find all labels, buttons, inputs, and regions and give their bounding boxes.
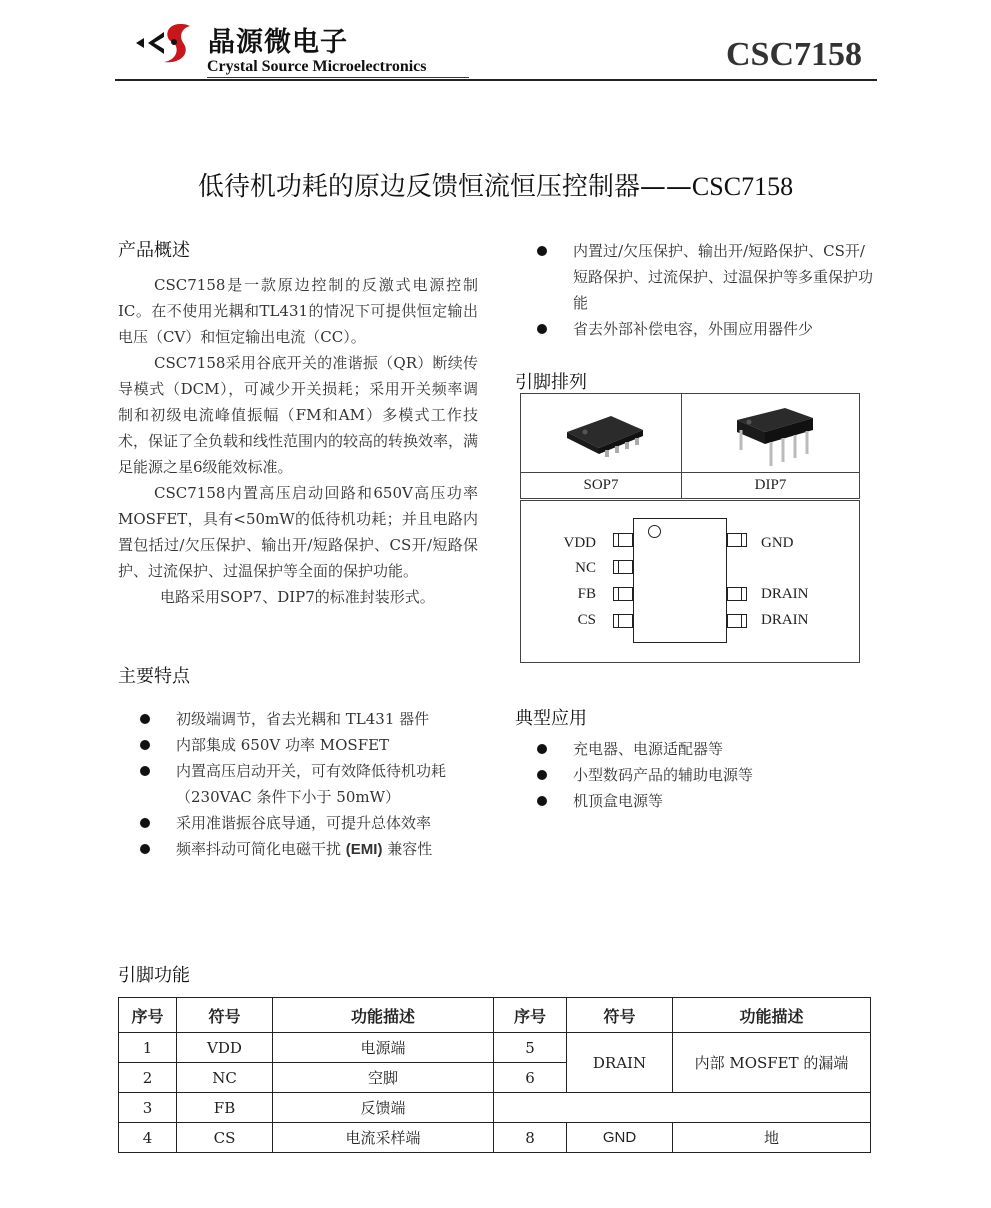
list-item: 内置高压启动开关，可有效降低待机功耗（230VAC 条件下小于 50mW）	[118, 758, 478, 810]
bullet-icon	[537, 796, 547, 806]
package-label-dip7: DIP7	[754, 477, 787, 493]
features-section	[118, 662, 478, 863]
bullet-icon	[537, 744, 547, 754]
list-item: 频率抖动可简化电磁干扰 (EMI) 兼容性	[118, 836, 478, 863]
bullet-icon	[537, 246, 547, 256]
bullet-icon	[140, 740, 150, 750]
pin-function-heading: 引脚功能	[118, 965, 190, 986]
table-cell: 反馈端	[273, 1093, 494, 1123]
table-cell: 5	[494, 1033, 567, 1063]
pin-label-fb: FB	[577, 586, 596, 602]
features-list	[118, 706, 478, 863]
pin-label-drain: DRAIN	[761, 612, 809, 628]
table-cell-empty	[494, 1093, 871, 1123]
document-title	[0, 166, 991, 203]
table-cell: 电流采样端	[273, 1123, 494, 1153]
table-cell: 电源端	[273, 1033, 494, 1063]
pin-fb	[613, 587, 633, 601]
table-row	[119, 1033, 871, 1063]
company-name-en: Crystal Source Microelectronics	[207, 58, 427, 75]
overview-section	[118, 236, 478, 610]
company-name-cn: 晶源微电子	[208, 27, 348, 58]
list-item: 充电器、电源适配器等	[515, 736, 877, 762]
col-header: 符号	[567, 998, 673, 1033]
package-images	[520, 393, 860, 499]
package-label-sop7: SOP7	[583, 477, 619, 493]
pin-label-cs: CS	[577, 612, 596, 628]
applications-section	[515, 704, 877, 814]
pin1-marker-icon	[648, 525, 661, 538]
table-cell: FB	[177, 1093, 273, 1123]
list-item: 小型数码产品的辅助电源等	[515, 762, 877, 788]
table-cell: 空脚	[273, 1063, 494, 1093]
col-header: 序号	[494, 998, 567, 1033]
table-cell: DRAIN	[567, 1033, 673, 1093]
features-heading: 主要特点	[118, 666, 190, 687]
list-item: 采用准谐振谷底导通，可提升总体效率	[118, 810, 478, 836]
bullet-icon	[140, 766, 150, 776]
overview-heading: 产品概述	[118, 240, 190, 261]
table-cell: 地	[673, 1123, 871, 1153]
table-cell: 8	[494, 1123, 567, 1153]
bullet-icon	[140, 818, 150, 828]
overview-paragraph: CSC7158采用谷底开关的准谐振（QR）断续传导模式（DCM），可减少开关损耗；采用开关频率调制和初级电流峰值振幅（FM和AM）多模式工作技术，保证了全负载和线性范围内的较高的转换效率，满足能源之星6级能效标准。	[118, 354, 479, 476]
table-header-row	[119, 998, 871, 1033]
table-row	[119, 1123, 871, 1153]
list-item: 省去外部补偿电容，外围应用器件少	[515, 316, 877, 342]
table-cell: 3	[119, 1093, 177, 1123]
header-rule	[115, 79, 877, 81]
table-cell: NC	[177, 1063, 273, 1093]
overview-paragraph: 电路采用SOP7、DIP7的标准封装形式。	[160, 588, 435, 606]
bullet-icon	[537, 770, 547, 780]
applications-list	[515, 736, 877, 814]
table-cell: 内部 MOSFET 的漏端	[673, 1033, 871, 1093]
overview-paragraph: CSC7158内置高压启动回路和650V高压功率MOSFET，具有<50mW的低待机功耗；并且电路内置包括过/欠压保护、输出开/短路保护、CS开/短路保护、过流保护、过温保护等全面的保护功能。	[118, 484, 478, 580]
company-logo-icon	[130, 20, 202, 66]
list-item: 内置过/欠压保护、输出开/短路保护、CS开/短路保护、过流保护、过温保护等多重保护功能	[515, 238, 877, 316]
col-header: 符号	[177, 998, 273, 1033]
pin-diagram	[520, 500, 860, 663]
ic-body	[633, 518, 727, 643]
sop7-chip-icon	[561, 404, 651, 462]
pin-label-vdd: VDD	[563, 535, 596, 551]
table-cell: 4	[119, 1123, 177, 1153]
title-cn: 低待机功耗的原边反馈恒流恒压控制器——	[197, 172, 692, 202]
bullet-icon	[140, 714, 150, 724]
col-header: 功能描述	[673, 998, 871, 1033]
bullet-icon	[537, 324, 547, 334]
table-cell: GND	[567, 1123, 673, 1153]
table-cell: 2	[119, 1063, 177, 1093]
pin-gnd	[727, 533, 747, 547]
col-header: 序号	[119, 998, 177, 1033]
list-item: 机顶盒电源等	[515, 788, 877, 814]
bullet-icon	[140, 844, 150, 854]
pin-label-gnd: GND	[761, 535, 794, 551]
pinout-heading: 引脚排列	[515, 372, 587, 393]
col-header: 功能描述	[273, 998, 494, 1033]
pin-label-nc: NC	[575, 560, 596, 576]
pin-function-table	[118, 997, 871, 1153]
dip7-chip-icon	[729, 400, 819, 470]
title-en: CSC7158	[691, 172, 794, 201]
pin-cs	[613, 614, 633, 628]
features-list-continued	[515, 238, 877, 342]
pin-nc	[613, 560, 633, 574]
table-cell: 1	[119, 1033, 177, 1063]
list-item: 内部集成 650V 功率 MOSFET	[118, 732, 478, 758]
list-item: 初级端调节，省去光耦和 TL431 器件	[118, 706, 478, 732]
overview-paragraph: CSC7158是一款原边控制的反激式电源控制IC。在不使用光耦和TL431的情况下可提供恒定输出电压（CV）和恒定输出电流（CC）。	[118, 276, 478, 346]
table-cell: VDD	[177, 1033, 273, 1063]
logo-underline	[207, 77, 469, 78]
pin-drain	[727, 614, 747, 628]
part-number: CSC7158	[726, 36, 863, 73]
pin-drain	[727, 587, 747, 601]
table-row	[119, 1093, 871, 1123]
table-cell: 6	[494, 1063, 567, 1093]
table-cell: CS	[177, 1123, 273, 1153]
applications-heading: 典型应用	[515, 708, 587, 729]
pin-vdd	[613, 533, 633, 547]
pin-label-drain: DRAIN	[761, 586, 809, 602]
